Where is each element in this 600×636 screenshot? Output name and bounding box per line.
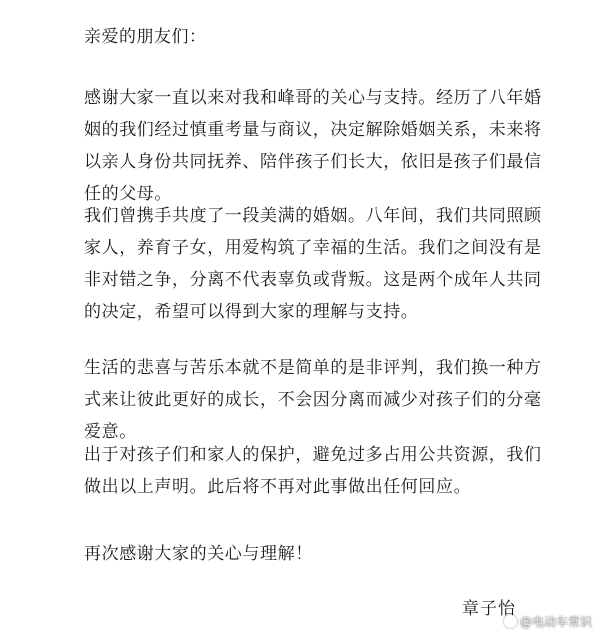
watermark [504,613,592,630]
letter-closing: 再次感谢大家的关心与理解！ [84,544,313,564]
letter-paragraph-3: 生活的悲喜与苦乐本就不是简单的是非评判，我们换一种方式来让彼此更好的成长，不会因分离而减少对孩子们的分毫爱意。 [84,358,542,442]
letter-paragraph-1: 感谢大家一直以来对我和峰哥的关心与支持。经历了八年婚姻的我们经过慎重考量与商议，决定解除婚姻关系，未来将以亲人身份共同抚养、陪伴孩子们长大，依旧是孩子们最信任的父母。 [84,88,542,204]
letter-paragraph-4: 出于对孩子们和家人的保护，避免过多占用公共资源，我们做出以上声明。此后将不再对此事做出任何回应。 [84,445,542,497]
letter-greeting: 亲爱的朋友们： [84,27,207,47]
letter-signature: 章子怡 [462,599,516,619]
watermark-logo-icon [504,615,517,628]
watermark-text: @电动车常识 [519,615,592,629]
letter-paragraph-2: 我们曾携手共度了一段美满的婚姻。八年间，我们共同照顾家人，养育子女，用爱构筑了幸福的生活。我们之间没有是非对错之争，分离不代表辜负或背叛。这是两个成年人共同的决定，希望可以得到大家的理解与支持。 [84,206,542,322]
